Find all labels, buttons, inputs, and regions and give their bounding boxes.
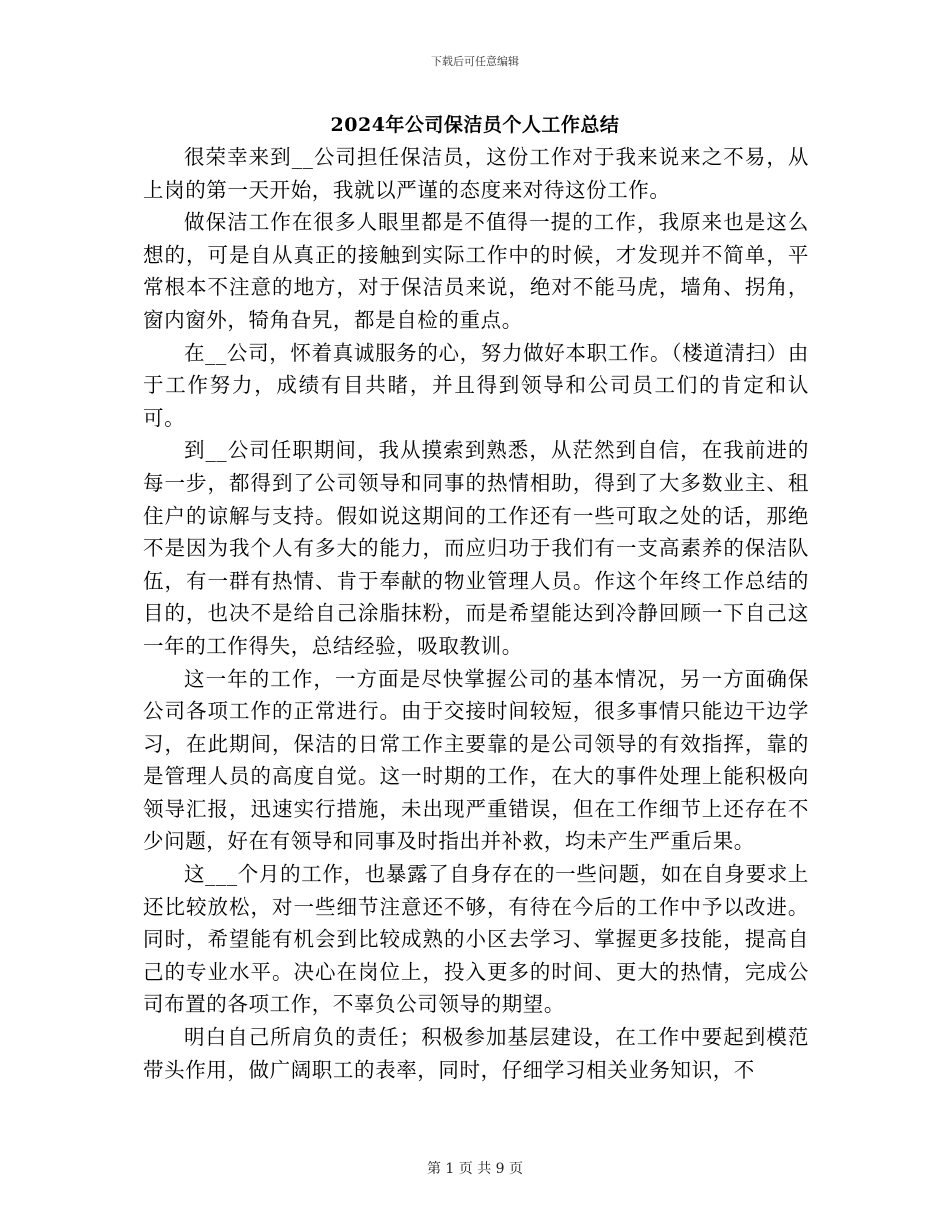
paragraph: 这___个月的工作，也暴露了自身存在的一些问题，如在自身要求上还比较放松，对一些细节注意还不够，有待在今后的工作中予以改进。同时，希望能有机会到比较成熟的小区去学习、掌握更多技能，提高自己的专业水平。决心在岗位上，投入更多的时间、更大的热情，完成公司布置的各项工作，不辜负公司领导的期望。 [143, 862, 809, 1017]
paragraph: 明白自己所肩负的责任；积极参加基层建设，在工作中要起到模范带头作用，做广阔职工的表率，同时，仔细学习相关业务知识，不 [143, 1025, 809, 1082]
paragraph: 做保洁工作在很多人眼里都是不值得一提的工作，我原来也是这么想的，可是自从真正的接触到实际工作中的时候，才发现并不简单，平常根本不注意的地方，对于保洁员来说，绝对不能马虎，墙角、拐角，窗内窗外，犄角旮旯，都是自检的重点。 [143, 210, 809, 332]
document-title: 2024年公司保洁员个人工作总结 [330, 114, 620, 136]
page-number: 第 1 页 共 9 页 [426, 1161, 524, 1177]
page-header-note: 下载后可任意编辑 [431, 55, 519, 68]
paragraph: 在__公司，怀着真诚服务的心，努力做好本职工作。（楼道清扫）由于工作努力，成绩有目共睹，并且得到领导和公司员工们的肯定和认可。 [143, 340, 809, 430]
paragraph: 很荣幸来到__公司担任保洁员，这份工作对于我来说来之不易，从上岗的第一天开始，我就以严谨的态度来对待这份工作。 [143, 145, 809, 202]
paragraph: 这一年的工作，一方面是尽快掌握公司的基本情况，另一方面确保公司各项工作的正常进行。由于交接时间较短，很多事情只能边干边学习，在此期间，保洁的日常工作主要靠的是公司领导的有效指挥，靠的是管理人员的高度自觉。这一时期的工作，在大的事件处理上能积极向领导汇报，迅速实行措施，未出现严重错误，但在工作细节上还存在不少问题，好在有领导和同事及时指出并补救，均未产生严重后果。 [143, 666, 809, 854]
paragraph: 到__公司任职期间，我从摸索到熟悉，从茫然到自信，在我前进的每一步，都得到了公司领导和同事的热情相助，得到了大多数业主、租住户的谅解与支持。假如说这期间的工作还有一些可取之处的话，那绝不是因为我个人有多大的能力，而应归功于我们有一支高素养的保洁队伍，有一群有热情、肯于奉献的物业管理人员。作这个年终工作总结的目的，也决不是给自己涂脂抹粉，而是希望能达到冷静回顾一下自己这一年的工作得失，总结经验，吸取教训。 [143, 438, 809, 658]
document-body [143, 141, 809, 1086]
